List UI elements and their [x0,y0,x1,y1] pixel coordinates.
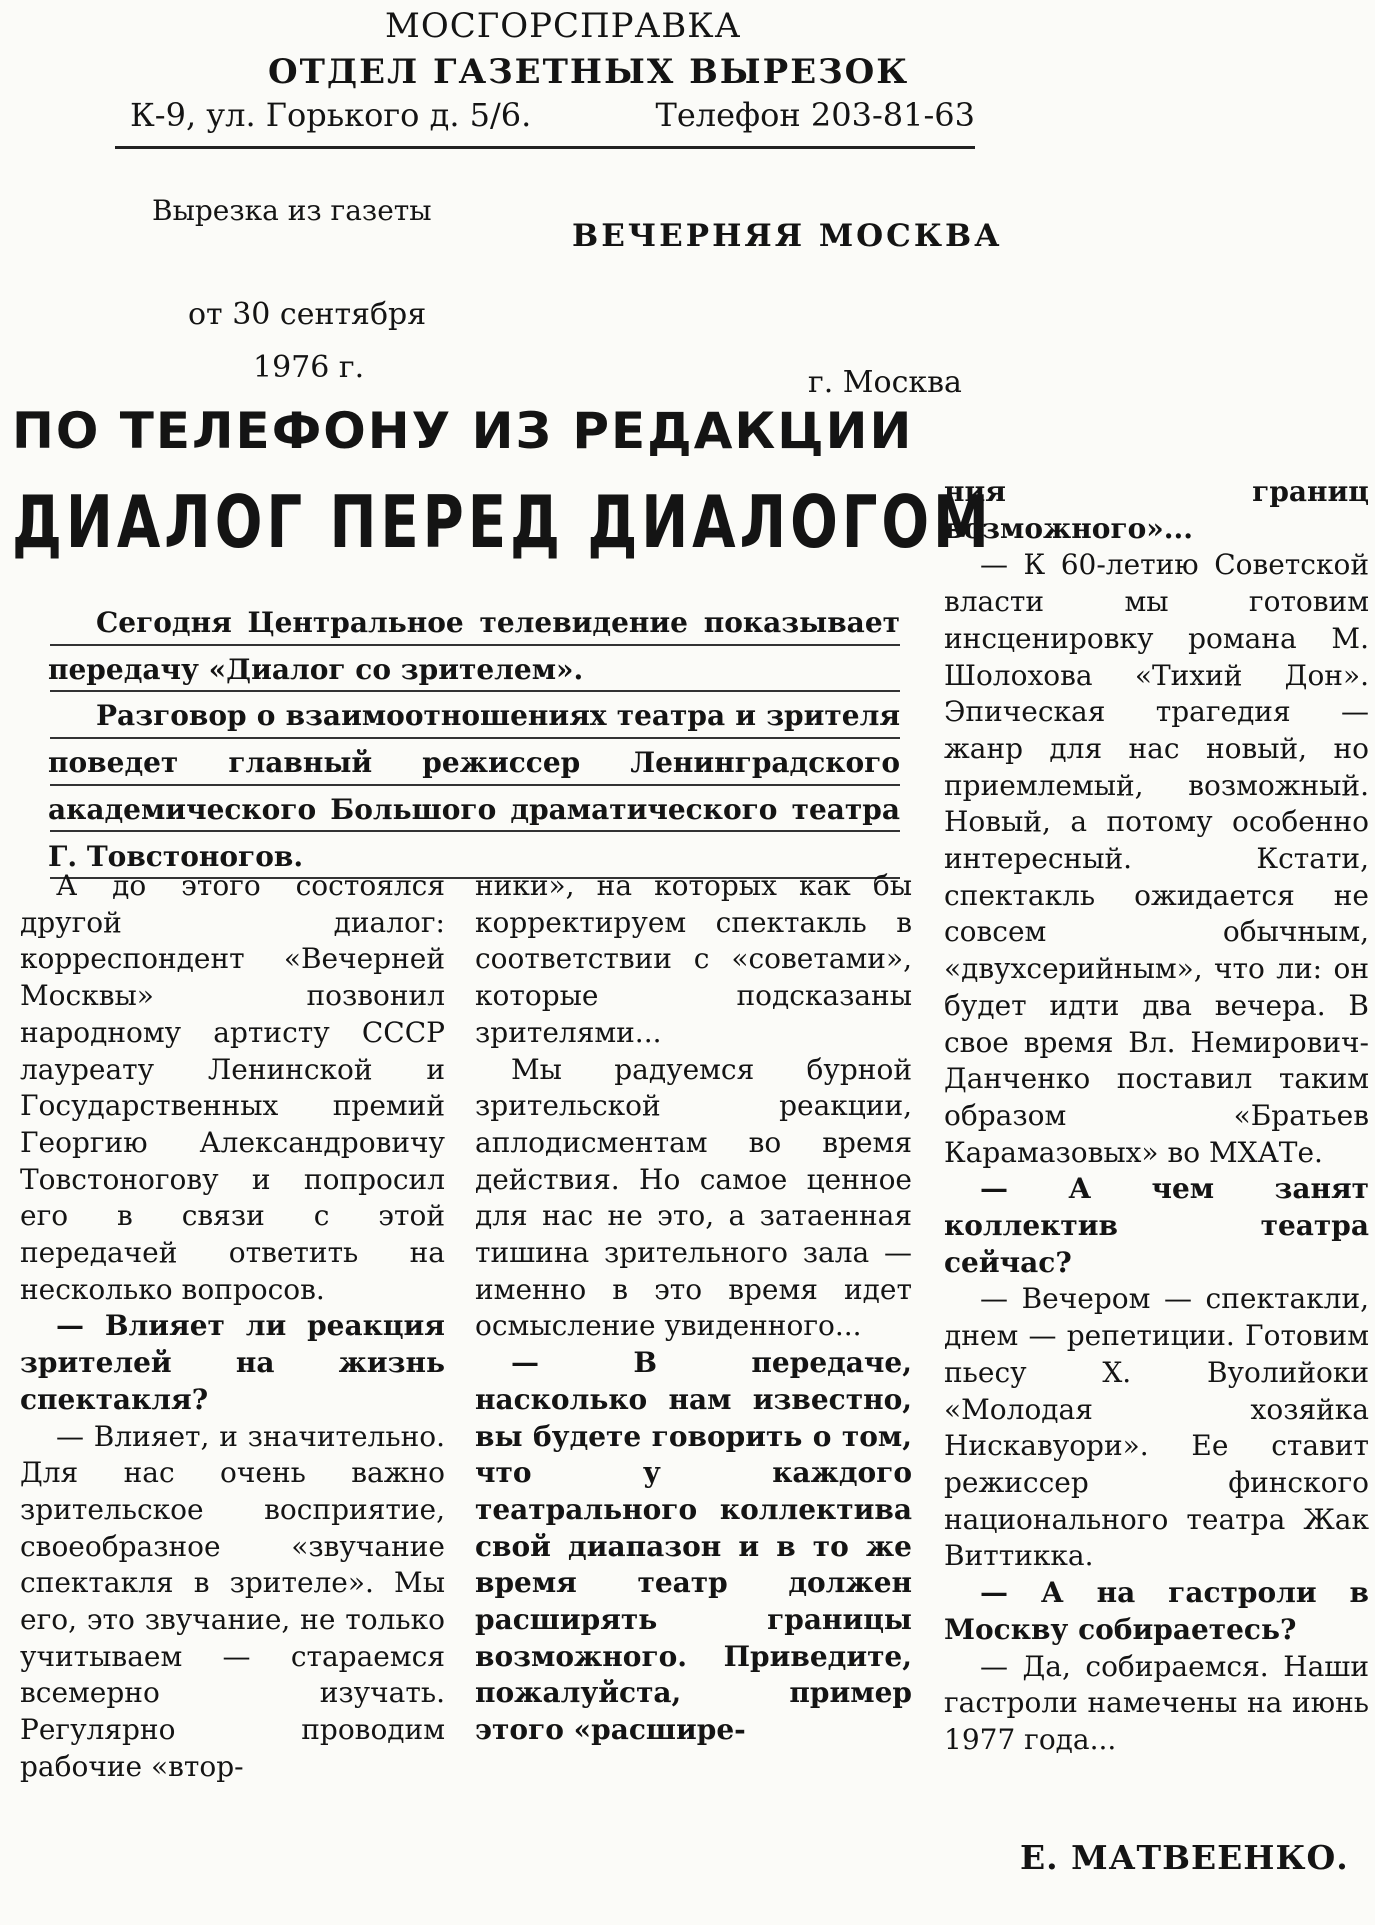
lead-rule [50,644,900,646]
column-1 [20,868,445,1786]
paragraph: — Да, собираемся. Наши гастроли намечены на июнь 1977 года... [944,1649,1369,1756]
question: ния границ возможного»... [944,475,1369,545]
lead-rule [50,737,900,739]
question: — В передаче, насколько нам известно, вы будете говорить о том, что у каждого театрального коллектива свой диапазон и в то же время театр должен расширять границы возможного. Приведите, пожалуйста, пример этого «расшире- [475,1346,912,1747]
newspaper-name: ВЕЧЕРНЯЯ МОСКВА [572,218,1003,254]
department-name: ОТДЕЛ ГАЗЕТНЫХ ВЫРЕЗОК [268,52,910,92]
question: — Влияет ли реакция зрителей на жизнь спектакля? [20,1309,445,1416]
lead-paragraph: Сегодня Центральное телевидение показывает передачу «Диалог со зрителем». [48,606,900,686]
lead-paragraph: Разговор о взаимоотношениях театра и зрителя поведет главный режиссер Ленинградского академического Большого драматического театра Г. Товстоногов. [48,699,900,873]
clipping-date: от 30 сентября [188,297,427,332]
lead [48,600,900,880]
paragraph: — Вечером — спектакли, днем — репетиции. Готовим пьесу Х. Вуолийоки «Молодая хозяйка Нискавуори». Ее ставит режиссер финского национального театра Жак Виттикка. [944,1282,1369,1573]
column-2 [475,868,912,1749]
address: К-9, ул. Горького д. 5/6. [130,96,532,134]
paragraph: Мы радуемся бурной зрительской реакции, аплодисментам во время действия. Но самое ценное для нас не это, а затаенная тишина зрительного зала — именно в это время идет осмысление увиденного... [475,1052,912,1343]
source-label: Вырезка из газеты [152,194,432,227]
headline: ДИАЛОГ ПЕРЕД ДИАЛОГОМ [12,480,993,564]
clipping-city: г. Москва [808,365,962,400]
question: — А чем занят коллектив театра сейчас? [944,1172,1369,1279]
column-3 [944,474,1369,1759]
author-signature: Е. МАТВЕЕНКО. [1020,1838,1349,1877]
paragraph: — К 60-летию Советской власти мы готовим инсценировку романа М. Шолохова «Тихий Дон». Эпическая трагедия — жанр для нас новый, но приемлемый, возможный. Новый, а потому особенно интересный. Кстати, спектакль ожидается не совсем обычным, «двухсерийным», что ли: он будет идти два вечера. В свое время Вл. Немирович-Данченко поставил таким образом «Братьев Карамазовых» во МХАТе. [944,548,1369,1169]
address-line [130,96,975,134]
rubric: ПО ТЕЛЕФОНУ ИЗ РЕДАКЦИИ [12,402,914,460]
phone: Телефон 203-81-63 [655,96,975,134]
lead-rule [50,830,900,832]
paragraph: — Влияет, и значительно. Для нас очень важно зрительское восприятие, своеобразное «звучание спектакля в зрителе». Мы его, это звучание, не только учитываем — стараемся всемерно изучать. Регулярно проводим рабочие «втор- [20,1419,445,1783]
paragraph: ники», на которых как бы корректируем спектакль в соответствии с «советами», которые подсказаны зрителями... [475,869,912,1049]
lead-rule [50,690,900,692]
lead-rule [50,784,900,786]
paragraph: А до этого состоялся другой диалог: корреспондент «Вечерней Москвы» позвонил народному артисту СССР лауреату Ленинской и Государственных премий Георгию Александровичу Товстоногову и попросил его в связи с этой передачей ответить на несколько вопросов. [20,869,445,1306]
header-rule [115,146,975,149]
question: — А на гастроли в Москву собираетесь? [944,1576,1369,1646]
agency-name: МОСГОРСПРАВКА [385,6,742,46]
clipping-year: 1976 г. [253,350,365,385]
